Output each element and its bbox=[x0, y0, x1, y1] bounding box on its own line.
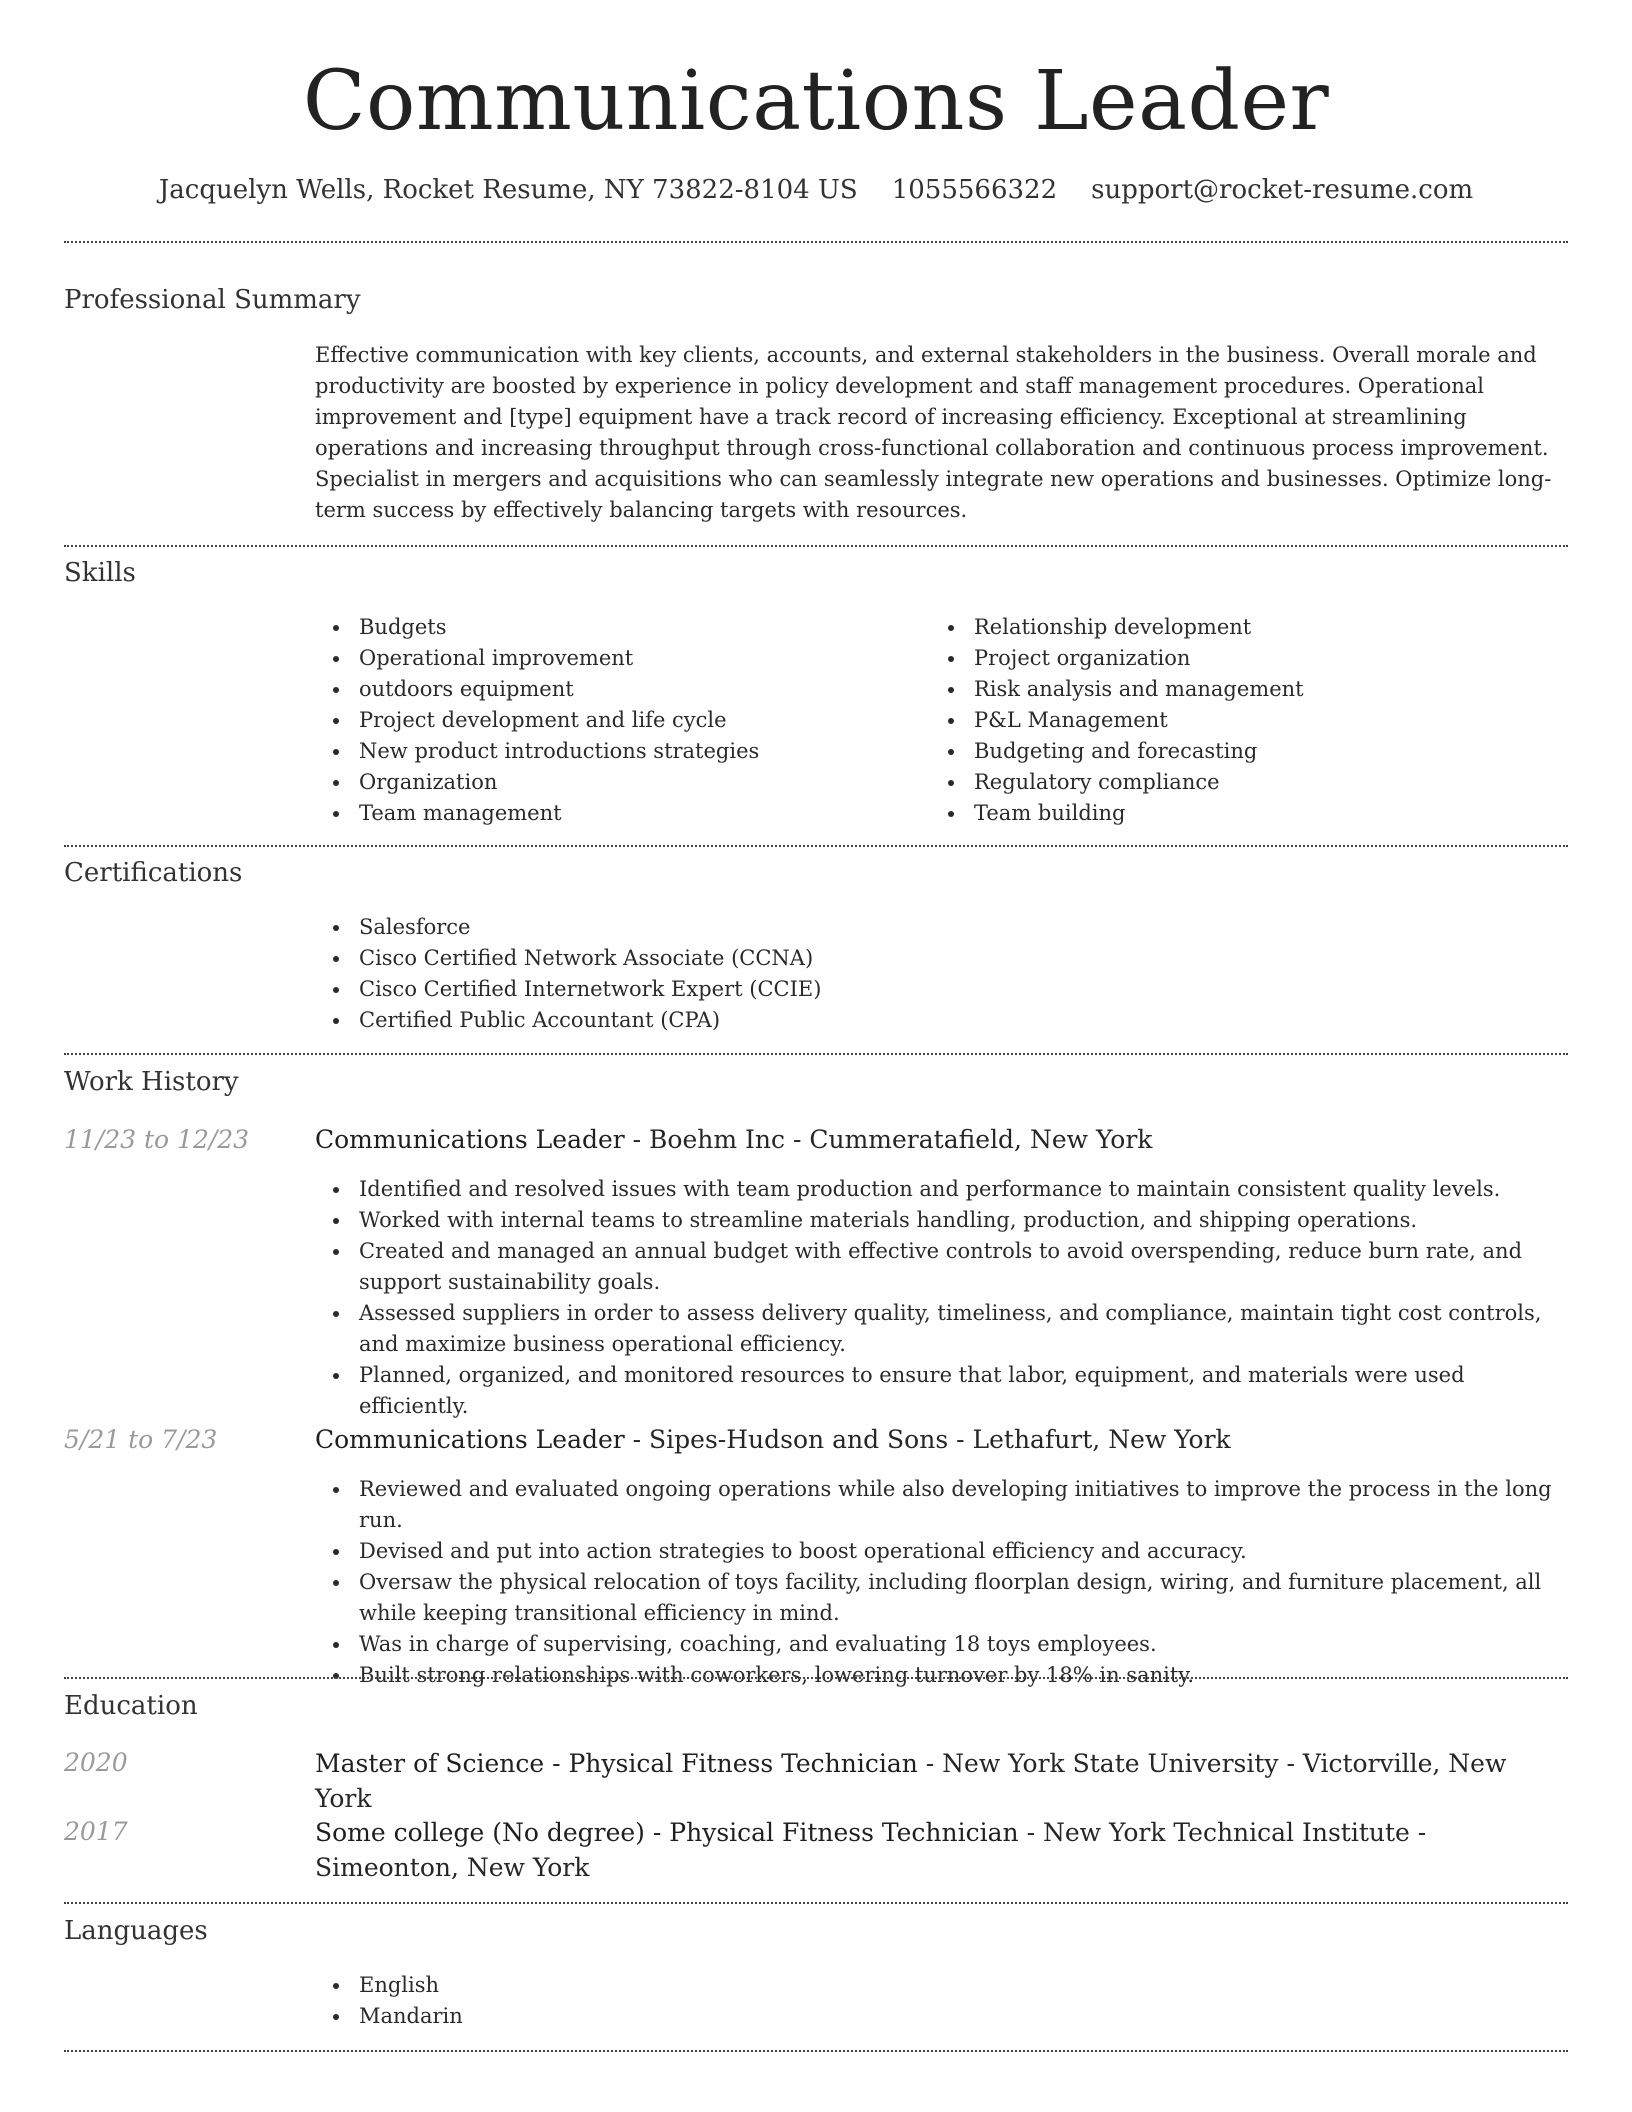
divider bbox=[64, 1053, 1568, 1055]
skill-item: Budgeting and forecasting bbox=[930, 736, 1545, 767]
job-bullets bbox=[315, 1474, 1570, 1691]
language-item: Mandarin bbox=[315, 2001, 1570, 2032]
divider bbox=[64, 241, 1568, 243]
job-dates: 11/23 to 12/23 bbox=[64, 1125, 250, 1154]
certification-item: Salesforce bbox=[315, 912, 1570, 943]
skill-item: Regulatory compliance bbox=[930, 767, 1545, 798]
education-year: 2020 bbox=[64, 1748, 128, 1777]
education-school: - New York Technical Institute - Simeonton, New York bbox=[315, 1818, 1427, 1882]
job-bullet: Devised and put into action strategies to boost operational efficiency and accuracy. bbox=[315, 1536, 1570, 1567]
job-bullet: Was in charge of supervising, coaching, and evaluating 18 toys employees. bbox=[315, 1629, 1570, 1660]
education-degree: Master of Science - Physical Fitness Technician bbox=[315, 1749, 918, 1778]
education-degree: Some college (No degree) - Physical Fitness Technician bbox=[315, 1818, 1019, 1847]
section-heading-skills: Skills bbox=[64, 558, 136, 588]
contact-email: support@rocket-resume.com bbox=[1091, 175, 1474, 205]
summary-text: Effective communication with key clients, accounts, and external stakeholders in the business. Overall morale and productivity are boosted by experience in policy development and staff management procedures. Operational improvement and [type] equipment have a track record of increasing efficiency. Exceptional at streamlining operations and increasing throughput through cross-functional collaboration and continuous process improvement. Specialist in mergers and acquisitions who can seamlessly integrate new operations and businesses. Optimize long-term success by effectively balancing targets with resources. bbox=[315, 343, 1552, 522]
certifications-list bbox=[315, 912, 1570, 1036]
job-title: Communications Leader bbox=[315, 1125, 625, 1154]
certifications-content bbox=[315, 912, 1570, 1036]
certification-item: Cisco Certified Network Associate (CCNA) bbox=[315, 943, 1570, 974]
job-bullet: Oversaw the physical relocation of toys facility, including floorplan design, wiring, and furniture placement, all while keeping transitional efficiency in mind. bbox=[315, 1567, 1570, 1629]
summary-content bbox=[315, 340, 1570, 526]
job-heading bbox=[315, 1423, 1570, 1457]
skill-item: New product introductions strategies bbox=[315, 736, 930, 767]
skill-item: P&L Management bbox=[930, 705, 1545, 736]
education-entry bbox=[315, 1746, 1570, 1816]
job-dates: 5/21 to 7/23 bbox=[64, 1425, 218, 1454]
job-bullet: Planned, organized, and monitored resources to ensure that labor, equipment, and materials were used efficiently. bbox=[315, 1360, 1570, 1422]
job-heading bbox=[315, 1123, 1570, 1157]
contact-phone: 1055566322 bbox=[891, 175, 1058, 205]
languages-content bbox=[315, 1970, 1570, 2032]
skill-item: Relationship development bbox=[930, 612, 1545, 643]
divider bbox=[64, 845, 1568, 847]
skill-item: outdoors equipment bbox=[315, 674, 930, 705]
divider bbox=[64, 2050, 1568, 2052]
section-heading-education: Education bbox=[64, 1691, 198, 1721]
divider bbox=[64, 545, 1568, 547]
language-item: English bbox=[315, 1970, 1570, 2001]
job-bullet: Assessed suppliers in order to assess delivery quality, timeliness, and compliance, maintain tight cost controls, and maximize business operational efficiency. bbox=[315, 1298, 1570, 1360]
skill-item: Team management bbox=[315, 798, 930, 829]
education-school: - New York State University - Victorville, New York bbox=[315, 1749, 1507, 1813]
contact-address: Jacquelyn Wells, Rocket Resume, NY 73822-8104 US bbox=[158, 175, 858, 205]
skills-list-left bbox=[315, 612, 930, 829]
section-heading-summary: Professional Summary bbox=[64, 285, 361, 315]
job-employer: - Sipes-Hudson and Sons - Lethafurt, New York bbox=[624, 1425, 1231, 1454]
job-title: Communications Leader bbox=[315, 1425, 625, 1454]
section-heading-work-history: Work History bbox=[64, 1067, 239, 1097]
skill-item: Budgets bbox=[315, 612, 930, 643]
divider bbox=[64, 1902, 1568, 1904]
section-heading-languages: Languages bbox=[64, 1916, 208, 1946]
skill-item: Team building bbox=[930, 798, 1545, 829]
skill-item: Project organization bbox=[930, 643, 1545, 674]
job-bullets bbox=[315, 1174, 1570, 1422]
job-bullet: Reviewed and evaluated ongoing operations while also developing initiatives to improve the process in the long run. bbox=[315, 1474, 1570, 1536]
skill-item: Organization bbox=[315, 767, 930, 798]
skill-item: Operational improvement bbox=[315, 643, 930, 674]
skill-item: Risk analysis and management bbox=[930, 674, 1545, 705]
skills-content bbox=[315, 612, 1570, 829]
education-entry bbox=[315, 1815, 1570, 1885]
languages-list bbox=[315, 1970, 1570, 2032]
job-bullet: Worked with internal teams to streamline materials handling, production, and shipping operations. bbox=[315, 1205, 1570, 1236]
skill-item: Project development and life cycle bbox=[315, 705, 930, 736]
job-bullet: Created and managed an annual budget with effective controls to avoid overspending, reduce burn rate, and support sustainability goals. bbox=[315, 1236, 1570, 1298]
education-year: 2017 bbox=[64, 1817, 128, 1846]
certification-item: Certified Public Accountant (CPA) bbox=[315, 1005, 1570, 1036]
divider bbox=[64, 1677, 1568, 1679]
job-bullet: Identified and resolved issues with team production and performance to maintain consistent quality levels. bbox=[315, 1174, 1570, 1205]
job-employer: - Boehm Inc - Cummeratafield, New York bbox=[624, 1125, 1153, 1154]
resume-title: Communications Leader bbox=[302, 54, 1330, 149]
section-heading-certifications: Certifications bbox=[64, 858, 243, 888]
job-bullet: Built strong relationships with coworkers, lowering turnover by 18% in sanity. bbox=[315, 1660, 1570, 1691]
certification-item: Cisco Certified Internetwork Expert (CCIE) bbox=[315, 974, 1570, 1005]
job-bullets-content bbox=[315, 1474, 1570, 1691]
skills-list-right bbox=[930, 612, 1545, 829]
contact-line bbox=[0, 172, 1632, 208]
job-bullets-content bbox=[315, 1174, 1570, 1422]
